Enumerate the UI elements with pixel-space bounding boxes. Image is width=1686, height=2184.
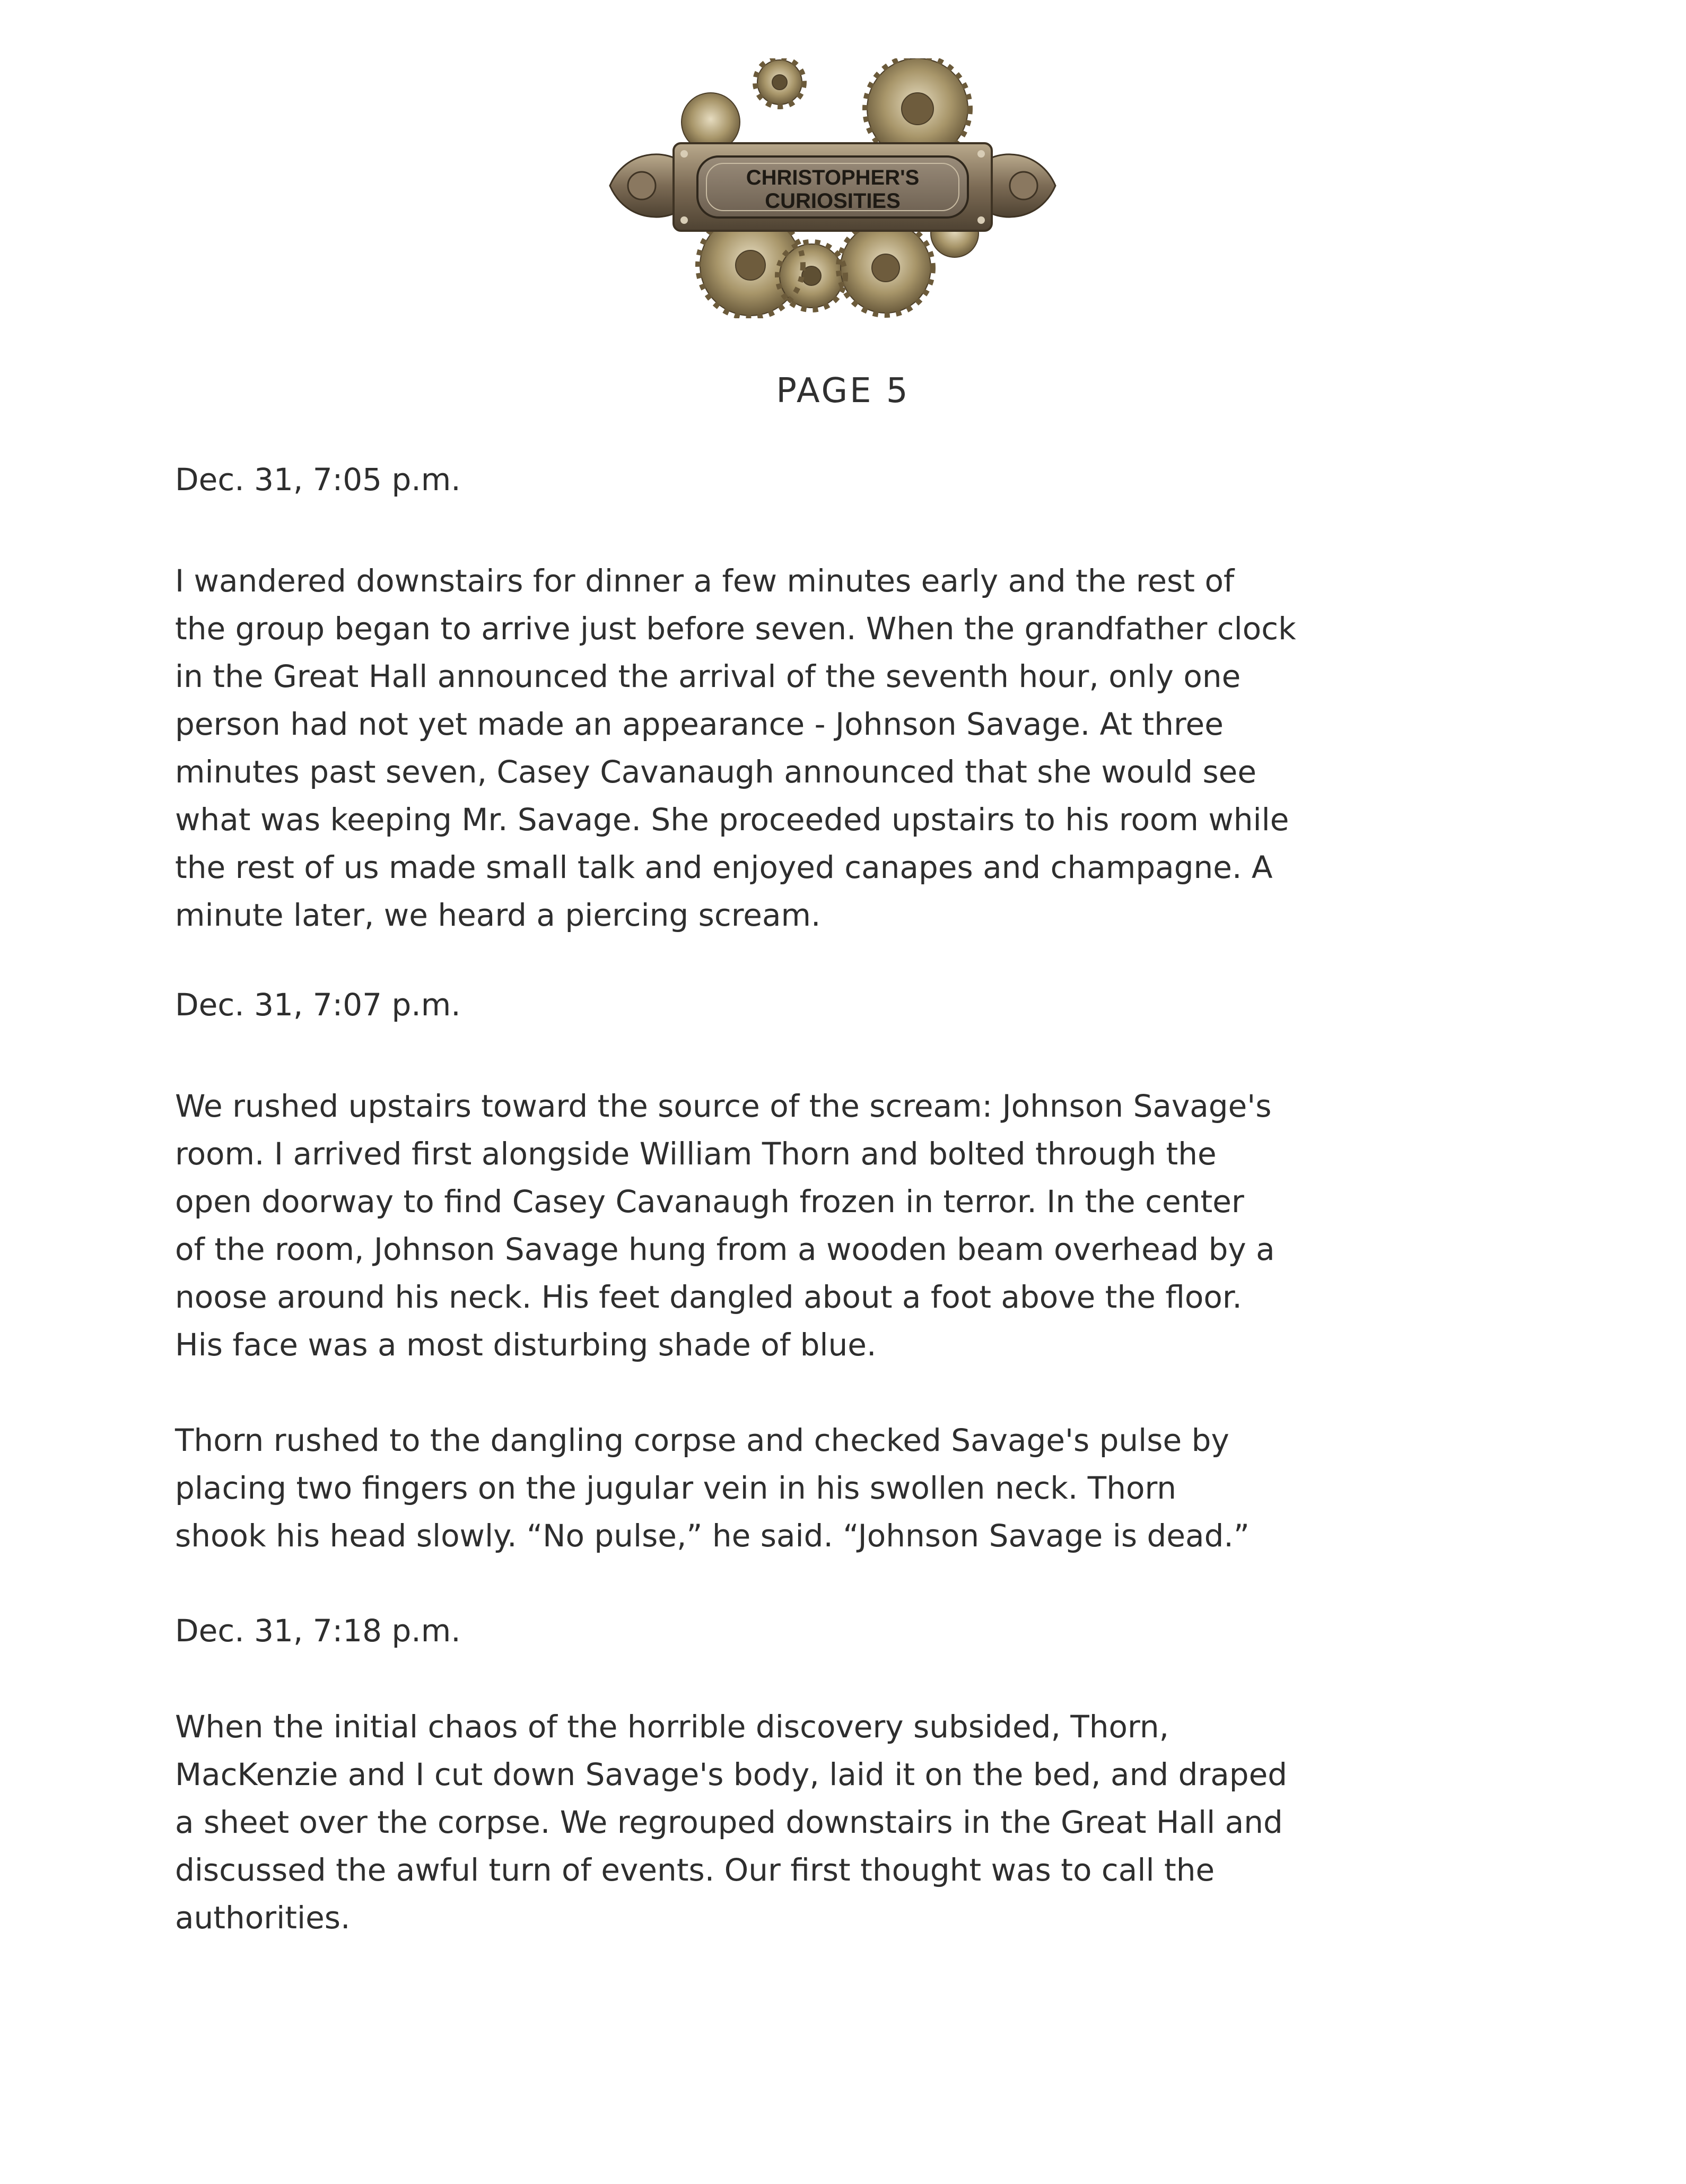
entry-heading: Dec. 31, 7:07 p.m. <box>175 987 461 1023</box>
text-line: We rushed upstairs toward the source of the scream: Johnson Savage's <box>175 1088 1272 1124</box>
text-line: room. I arrived first alongside William Thorn and bolted through the <box>175 1136 1217 1172</box>
text-line: the rest of us made small talk and enjoyed canapes and champagne. A <box>175 849 1273 885</box>
text-line: person had not yet made an appearance - Johnson Savage. At three <box>175 706 1224 742</box>
entry-paragraph <box>175 1703 1533 1942</box>
text-line: shook his head slowly. “No pulse,” he said. “Johnson Savage is dead.” <box>175 1518 1250 1554</box>
text-line: placing two fingers on the jugular vein in his swollen neck. Thorn <box>175 1470 1177 1506</box>
text-line: When the initial chaos of the horrible discovery subsided, Thorn, <box>175 1709 1169 1745</box>
text-line: in the Great Hall announced the arrival of the seventh hour, only one <box>175 658 1241 694</box>
logo-text-line1: CHRISTOPHER'S <box>746 166 920 189</box>
entry-paragraph <box>175 557 1533 939</box>
text-line: Thorn rushed to the dangling corpse and checked Savage's pulse by <box>175 1422 1229 1458</box>
page-label: PAGE 5 <box>776 371 910 411</box>
christophers-curiosities-logo <box>605 58 1061 318</box>
text-line: MacKenzie and I cut down Savage's body, laid it on the bed, and draped <box>175 1756 1288 1793</box>
text-line: His face was a most disturbing shade of blue. <box>175 1327 877 1363</box>
text-line: what was keeping Mr. Savage. She proceeded upstairs to his room while <box>175 802 1289 838</box>
entry-heading: Dec. 31, 7:18 p.m. <box>175 1613 461 1649</box>
entry-paragraph <box>175 1082 1533 1369</box>
text-line: a sheet over the corpse. We regrouped downstairs in the Great Hall and <box>175 1804 1283 1840</box>
entry-heading: Dec. 31, 7:05 p.m. <box>175 462 461 498</box>
text-line: minutes past seven, Casey Cavanaugh announced that she would see <box>175 754 1257 790</box>
text-line: minute later, we heard a piercing scream. <box>175 897 821 933</box>
text-line: I wandered downstairs for dinner a few minutes early and the rest of <box>175 563 1235 599</box>
text-line: authorities. <box>175 1900 351 1936</box>
entry-paragraph <box>175 1416 1533 1560</box>
text-line: the group began to arrive just before seven. When the grandfather clock <box>175 611 1296 647</box>
text-line: discussed the awful turn of events. Our first thought was to call the <box>175 1852 1215 1888</box>
text-line: open doorway to find Casey Cavanaugh frozen in terror. In the center <box>175 1184 1244 1220</box>
text-line: noose around his neck. His feet dangled about a foot above the floor. <box>175 1279 1242 1315</box>
text-line: of the room, Johnson Savage hung from a wooden beam overhead by a <box>175 1231 1275 1267</box>
logo-text-line2: CURIOSITIES <box>765 189 901 213</box>
